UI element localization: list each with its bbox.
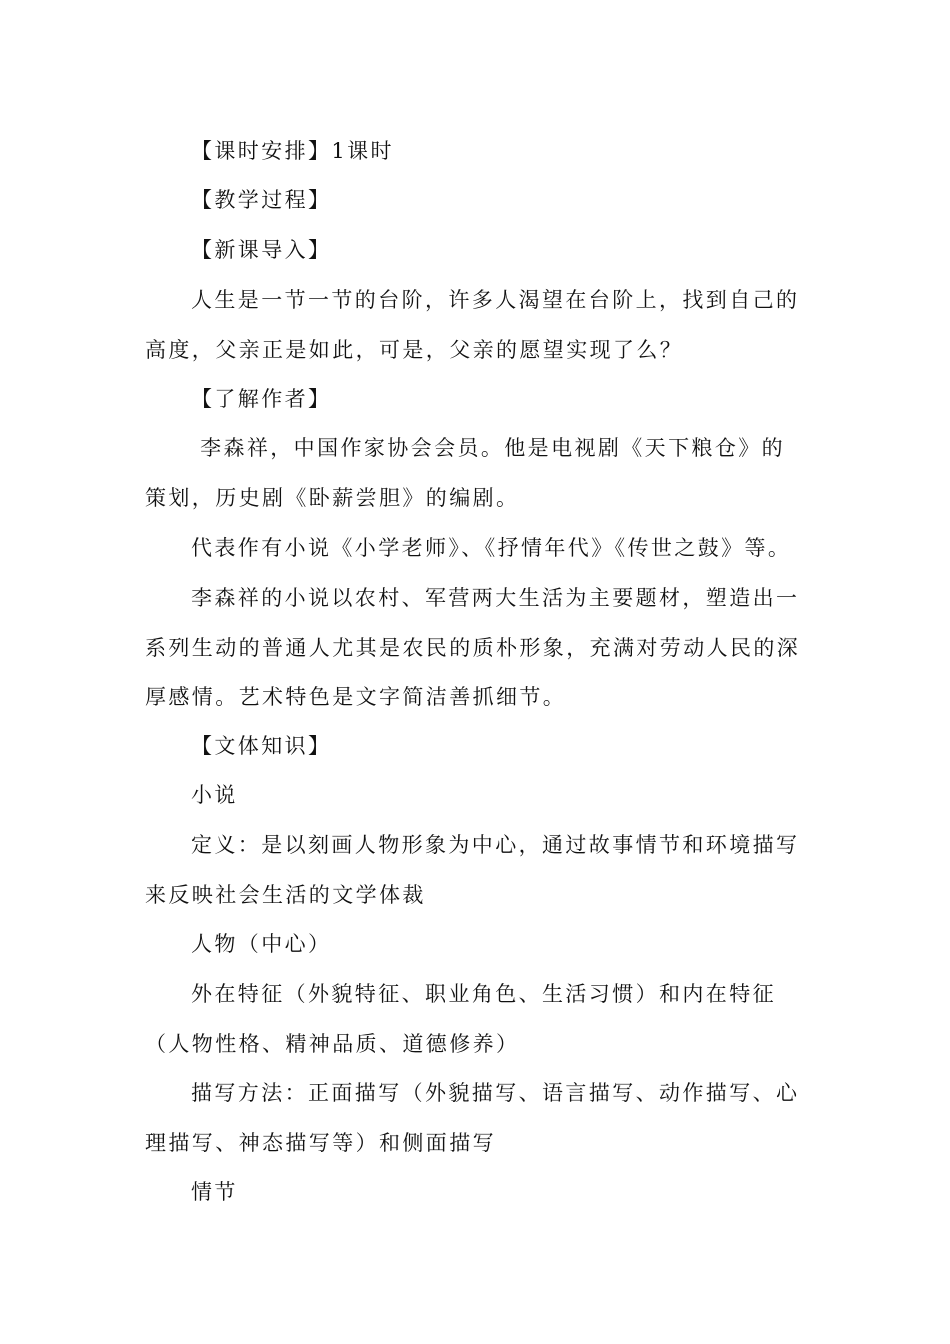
author-style-paragraph: 李森祥的小说以农村、军营两大生活为主要题材，塑造出一系列生动的普通人尤其是农民的质朴形象，充满对劳动人民的深厚感情。艺术特色是文字简洁善抓细节。: [145, 586, 801, 709]
teaching-process-heading: 【教学过程】: [191, 188, 332, 212]
lesson-schedule: 【课时安排】1课时: [191, 139, 394, 163]
novel-definition-paragraph: 定义：是以刻画人物形象为中心，通过故事情节和环境描写来反映社会生活的文学体裁: [145, 833, 800, 907]
author-heading: 【了解作者】: [191, 387, 332, 411]
intro-paragraph: 人生是一节一节的台阶，许多人渴望在台阶上，找到自己的高度，父亲正是如此，可是，父亲的愿望实现了么？: [145, 288, 800, 362]
description-methods-paragraph: 描写方法：正面描写（外貌描写、语言描写、动作描写、心理描写、神态描写等）和侧面描写: [145, 1081, 800, 1155]
author-bio-paragraph: 李森祥，中国作家协会会员。他是电视剧《天下粮仓》的策划，历史剧《卧薪尝胆》的编剧。: [145, 436, 786, 510]
plot-label: 情节: [191, 1180, 238, 1204]
genre-knowledge-heading: 【文体知识】: [191, 734, 332, 758]
character-features-paragraph: 外在特征（外貌特征、职业角色、生活习惯）和内在特征（人物性格、精神品质、道德修养）: [145, 982, 776, 1056]
lesson-intro-heading: 【新课导入】: [191, 238, 332, 262]
representative-works-paragraph: 代表作有小说《小学老师》、《抒情年代》《传世之鼓》等。: [191, 536, 792, 560]
character-label: 人物（中心）: [191, 932, 332, 956]
novel-label: 小说: [191, 783, 238, 807]
